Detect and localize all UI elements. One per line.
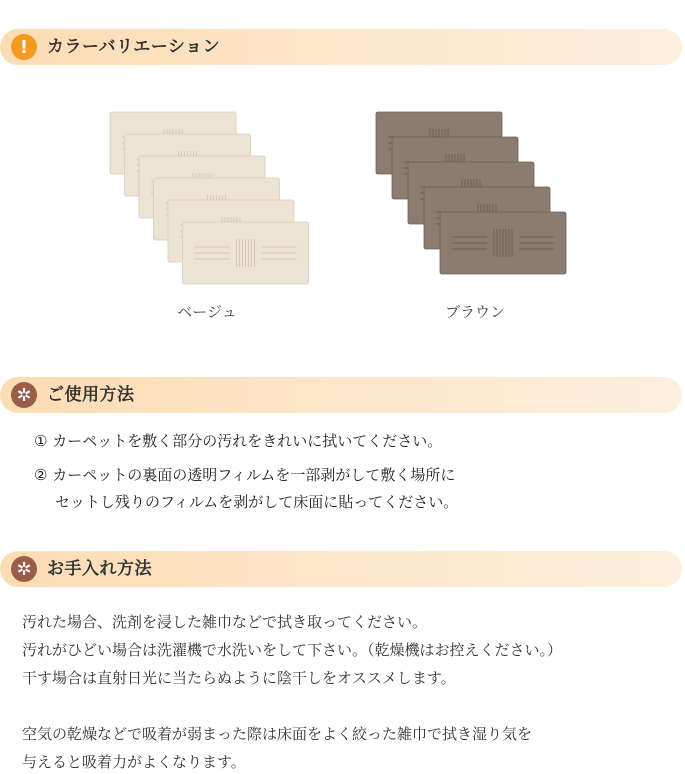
beige-mat-image [108, 110, 318, 290]
usage-step-2: ② カーペットの裏面の透明フィルムを一部剥がして敷く場所に [34, 466, 456, 484]
asterisk-icon: ✲ [11, 382, 37, 408]
usage-banner [0, 377, 682, 413]
brown-caption: ブラウン [444, 303, 505, 321]
care-line-3: 干す場合は直射日光に当たらぬように陰干しをオススメします。 [22, 669, 456, 687]
beige-caption: ベージュ [177, 303, 237, 321]
brown-mat-image [374, 110, 584, 290]
mat [183, 222, 309, 284]
care-line-2: 汚れがひどい場合は洗濯機で水洗いをして下さい。（乾燥機はお控えください。） [22, 641, 563, 659]
color-variation-title: カラーバリエーション [47, 37, 221, 57]
care-title: お手入れ方法 [47, 559, 152, 579]
exclamation-icon: ! [11, 34, 37, 60]
care-line-4: 空気の乾燥などで吸着が弱まった際は床面をよく絞った雑巾で拭き湿り気を [22, 725, 533, 743]
care-line-1: 汚れた場合、洗剤を浸した雑巾などで拭き取ってください。 [22, 613, 428, 631]
care-banner [0, 551, 682, 587]
asterisk-icon: ✲ [11, 556, 37, 582]
usage-step-1: ① カーペットを敷く部分の汚れをきれいに拭いてください。 [34, 432, 443, 450]
usage-title: ご使用方法 [47, 385, 135, 405]
mat [440, 212, 566, 274]
usage-step-2-continued: セットし残りのフィルムを剥がして床面に貼ってください。 [55, 493, 459, 511]
care-line-5: 与えると吸着力がよくなります。 [22, 753, 246, 771]
color-variation-banner [0, 29, 682, 65]
